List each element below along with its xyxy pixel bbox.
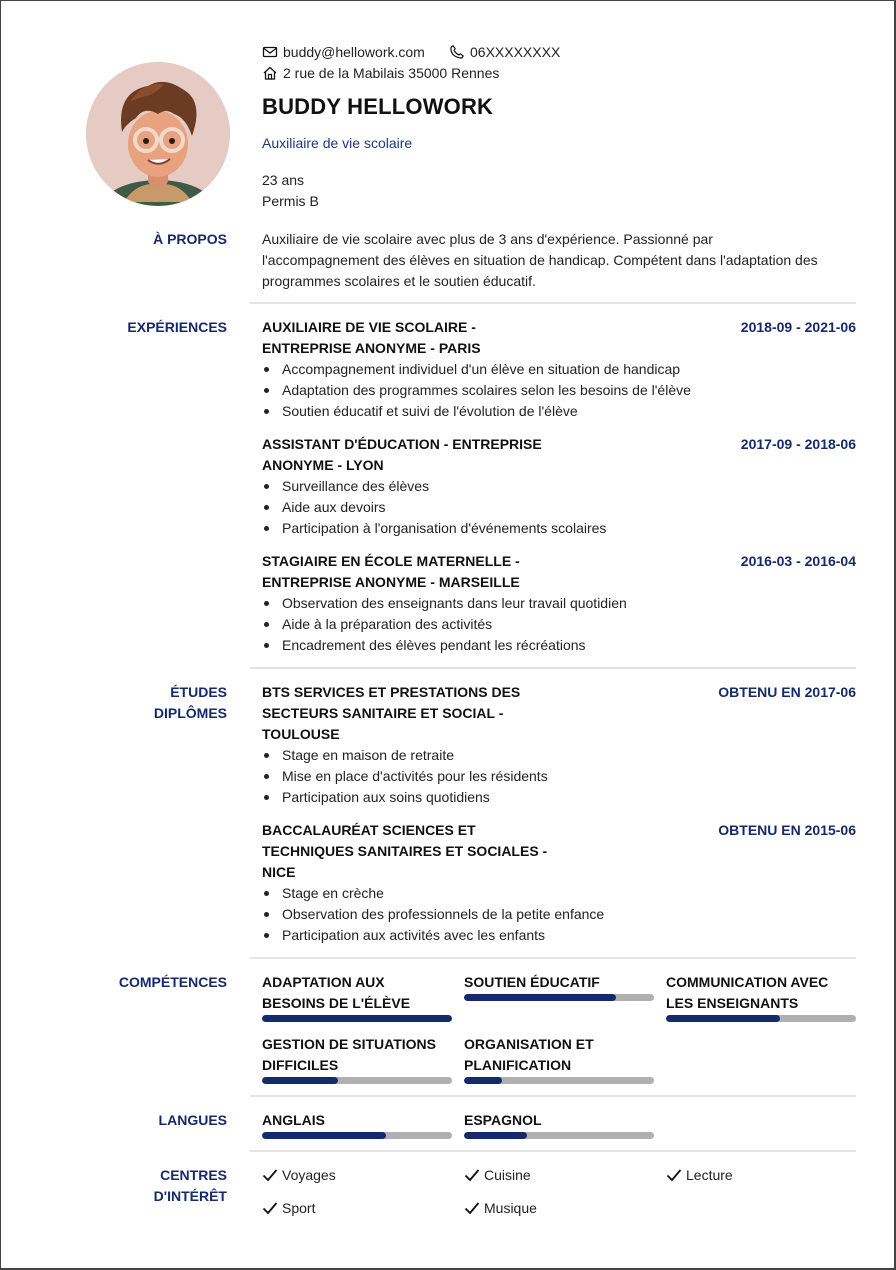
skill-level-fill — [262, 1077, 338, 1084]
interest-item — [262, 1167, 336, 1183]
skill-name-line: BESOINS DE L'ÉLÈVE — [262, 995, 411, 1011]
experience-date: 2016-03 - 2016-04 — [740, 553, 856, 569]
interest-item — [666, 1167, 733, 1183]
section-label-skills: COMPÉTENCES — [118, 974, 227, 990]
language-level-bar — [262, 1132, 452, 1139]
profile-photo — [86, 62, 230, 206]
education-entry — [262, 682, 856, 808]
label-line: ÉTUDES — [170, 684, 227, 700]
skill-name — [464, 1034, 654, 1076]
skill-level-bar — [464, 1077, 654, 1084]
title-line: STAGIAIRE EN ÉCOLE MATERNELLE - — [262, 553, 520, 569]
bullet-item: Participation à l'organisation d'événements scolaires — [262, 518, 856, 539]
skill-name-line: COMMUNICATION AVEC — [666, 974, 829, 990]
bullet-item: Aide aux devoirs — [262, 497, 856, 518]
bullet-item: Observation des enseignants dans leur travail quotidien — [262, 593, 856, 614]
email-contact[interactable] — [262, 44, 425, 60]
about-line: Auxiliaire de vie scolaire avec plus de 3 ans d'expérience. Passionné par — [262, 231, 713, 247]
language-name: ANGLAIS — [262, 1112, 325, 1128]
skill-level-bar — [262, 1077, 452, 1084]
bullet-item: Mise en place d'activités pour les résidents — [262, 766, 856, 787]
age: 23 ans — [262, 172, 305, 188]
interest-item — [262, 1200, 315, 1216]
language-level-fill — [262, 1132, 386, 1139]
job-title: Auxiliaire de vie scolaire — [262, 135, 413, 151]
experience-entry — [262, 551, 856, 656]
title-line: TOULOUSE — [262, 726, 340, 742]
interest-label: Musique — [484, 1200, 537, 1216]
phone-icon — [449, 44, 465, 60]
about-line: l'accompagnement des élèves en situation de handicap. Compétent dans l'adaptation des — [262, 252, 818, 268]
skill-level-fill — [464, 994, 616, 1001]
bullet-item: Participation aux activités avec les enfants — [262, 925, 856, 946]
education-entry — [262, 820, 856, 946]
label-line: D'INTÉRÊT — [153, 1188, 227, 1204]
skill-name-line: GESTION DE SITUATIONS — [262, 1036, 436, 1052]
skill-name-line: ADAPTATION AUX — [262, 974, 385, 990]
language-level-fill — [464, 1132, 527, 1139]
skill-level-fill — [666, 1015, 780, 1022]
about-text — [262, 229, 862, 292]
experience-date: 2018-09 - 2021-06 — [740, 319, 856, 335]
title-line: ANONYME - LYON — [262, 457, 384, 473]
section-label-about: À PROPOS — [153, 231, 227, 247]
bullet-item: Accompagnement individuel d'un élève en situation de handicap — [262, 359, 856, 380]
interest-label: Sport — [282, 1200, 316, 1216]
title-line: ENTREPRISE ANONYME - MARSEILLE — [262, 574, 520, 590]
title-line: BACCALAURÉAT SCIENCES ET — [262, 822, 476, 838]
skill-name-line: PLANIFICATION — [464, 1057, 572, 1073]
skill-name — [262, 972, 452, 1014]
title-line: AUXILIAIRE DE VIE SCOLAIRE - — [262, 319, 476, 335]
envelope-icon — [262, 44, 278, 60]
checkmark-icon — [262, 1201, 278, 1215]
interest-label: Cuisine — [484, 1167, 531, 1183]
skill-level-bar — [464, 994, 654, 1001]
bullet-item: Surveillance des élèves — [262, 476, 856, 497]
experience-entry — [262, 317, 856, 422]
bullet-item: Adaptation des programmes scolaires selon les besoins de l'élève — [262, 380, 856, 401]
title-line: TECHNIQUES SANITAIRES ET SOCIALES - — [262, 843, 548, 859]
interest-item — [464, 1167, 531, 1183]
title-line: ENTREPRISE ANONYME - PARIS — [262, 340, 481, 356]
section-label-languages: LANGUES — [158, 1112, 227, 1128]
avatar-illustration-icon — [86, 62, 230, 206]
title-line: ASSISTANT D'ÉDUCATION - ENTREPRISE — [262, 436, 542, 452]
interest-label: Lecture — [686, 1167, 733, 1183]
experience-bullets — [262, 476, 856, 539]
skill-level-fill — [464, 1077, 502, 1084]
bullet-item: Aide à la préparation des activités — [262, 614, 856, 635]
label-line: CENTRES — [160, 1167, 227, 1183]
interest-label: Voyages — [282, 1167, 336, 1183]
address-contact — [262, 65, 499, 81]
experience-bullets — [262, 359, 856, 422]
skill-level-fill — [262, 1015, 452, 1022]
phone-contact[interactable] — [449, 44, 560, 60]
about-line: programmes scolaires et le soutien éducatif. — [262, 273, 536, 289]
education-date: OBTENU EN 2017-06 — [718, 684, 856, 700]
skill-name — [666, 972, 856, 1014]
language-item — [262, 1110, 452, 1139]
divider — [250, 1150, 856, 1152]
skill-name: SOUTIEN ÉDUCATIF — [464, 974, 600, 990]
candidate-name: BUDDY HELLOWORK — [262, 94, 494, 119]
skill-item — [666, 972, 856, 1022]
email-text: buddy@hellowork.com — [283, 44, 425, 60]
bullet-item: Encadrement des élèves pendant les récréations — [262, 635, 856, 656]
home-icon — [262, 65, 278, 81]
bullet-item: Observation des professionnels de la petite enfance — [262, 904, 856, 925]
language-item — [464, 1110, 654, 1139]
checkmark-icon — [464, 1168, 480, 1182]
title-line: NICE — [262, 864, 296, 880]
bullet-item: Participation aux soins quotidiens — [262, 787, 856, 808]
experience-date: 2017-09 - 2018-06 — [740, 436, 856, 452]
skill-level-bar — [666, 1015, 856, 1022]
checkmark-icon — [262, 1168, 278, 1182]
skill-item — [262, 1034, 452, 1084]
divider — [250, 667, 856, 669]
title-line: BTS SERVICES ET PRESTATIONS DES — [262, 684, 521, 700]
section-label-education — [154, 682, 227, 724]
bullet-item: Soutien éducatif et suivi de l'évolution de l'élève — [262, 401, 856, 422]
skill-item — [464, 972, 654, 1001]
bullet-item: Stage en crèche — [262, 883, 856, 904]
bullet-item: Stage en maison de retraite — [262, 745, 856, 766]
section-label-experiences: EXPÉRIENCES — [127, 319, 227, 335]
skill-name-line: ORGANISATION ET — [464, 1036, 594, 1052]
divider — [250, 1095, 856, 1097]
education-date: OBTENU EN 2015-06 — [718, 822, 856, 838]
skill-name-line: DIFFICILES — [262, 1057, 339, 1073]
education-bullets — [262, 745, 856, 808]
section-label-interests — [154, 1165, 227, 1207]
checkmark-icon — [464, 1201, 480, 1215]
education-bullets — [262, 883, 856, 946]
skill-level-bar — [262, 1015, 452, 1022]
checkmark-icon — [666, 1168, 682, 1182]
skill-name — [262, 1034, 452, 1076]
experience-entry — [262, 434, 856, 539]
divider — [250, 957, 856, 959]
skill-name-line: LES ENSEIGNANTS — [666, 995, 799, 1011]
language-level-bar — [464, 1132, 654, 1139]
interest-item — [464, 1200, 537, 1216]
label-line: DIPLÔMES — [153, 705, 227, 721]
skill-item — [464, 1034, 654, 1084]
divider — [250, 302, 856, 304]
language-name: ESPAGNOL — [464, 1112, 542, 1128]
title-line: SECTEURS SANITAIRE ET SOCIAL - — [262, 705, 504, 721]
address-text: 2 rue de la Mabilais 35000 Rennes — [283, 65, 500, 81]
skill-item — [262, 972, 452, 1022]
phone-text: 06XXXXXXXX — [470, 44, 561, 60]
driving-license: Permis B — [262, 193, 319, 209]
experience-bullets — [262, 593, 856, 656]
